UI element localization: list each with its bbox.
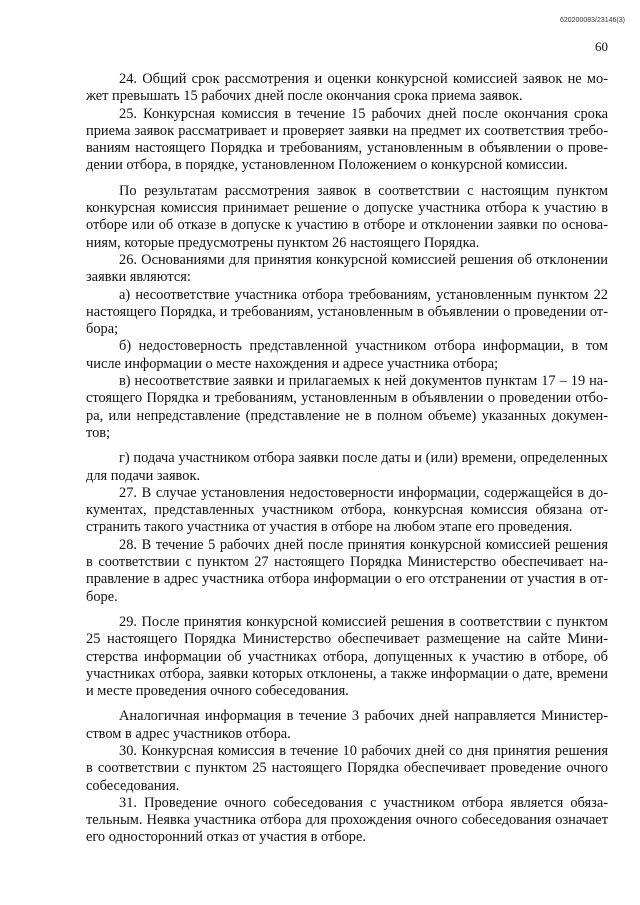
paragraph-29-followup: Аналогичная информация в течение 3 рабочих дней направляется Министерством в адрес участников отбора.: [86, 708, 608, 742]
paragraph-25-results: По результатам рассмотрения заявок в соответствии с настоящим пунктом конкурсная комиссия принимает решение о допуске участника отбора к участию в отборе или об отказе в допуске к участию в отборе и отклонении заявки по основаниям, которые предусмотрены пунктом 26 настоящего Порядка.: [86, 182, 608, 251]
paragraph-26-a: а) несоответствие участника отбора требованиям, установленным пунктом 22 настоящего Порядка, и требованиям, установленным в объявлении о проведении отбора;: [86, 286, 608, 338]
document-body: [86, 71, 608, 847]
paragraph-25: 25. Конкурсная комиссия в течение 15 рабочих дней после окончания срока приема заявок рассматривает и проверяет заявки на предмет их соответствия требованиям настоящего Порядка и требованиям, установленным в объявлении о проведении отбора, в порядке, установленном Положением о конкурсной комиссии.: [86, 105, 608, 174]
paragraph-26-b: б) недостоверность представленной участником отбора информации, в том числе информации о месте нахождения и адресе участника отбора;: [86, 338, 608, 372]
paragraph-31: 31. Проведение очного собеседования с участником отбора является обязательным. Неявка участника отбора для прохождения очного собеседования означает его односторонний отказ от участия в отборе.: [86, 794, 608, 846]
paragraph-27: 27. В случае установления недостоверности информации, содержащейся в документах, представленных участником отбора, конкурсная комиссия обязана отстранить такого участника от участия в отборе на любом этапе его проведения.: [86, 484, 608, 536]
paragraph-30: 30. Конкурсная комиссия в течение 10 рабочих дней со дня принятия решения в соответствии с пунктом 25 настоящего Порядка обеспечивает проведение очного собеседования.: [86, 742, 608, 794]
paragraph-29: 29. После принятия конкурсной комиссией решения в соответствии с пунктом 25 настоящего Порядка Министерство обеспечивает размещение на сайте Министерства информации об участниках отбора, допущенных к участию в отборе, об участниках отбора, заявки которых отклонены, а также информации о дате, времени и месте проведения очного собеседования.: [86, 613, 608, 700]
page-number: 60: [595, 39, 608, 54]
paragraph-28: 28. В течение 5 рабочих дней после принятия конкурсной комиссией решения в соответствии с пунктом 27 настоящего Порядка Министерство обеспечивает направление в адрес участника отбора информации о его отстранении от участия в отборе.: [86, 536, 608, 605]
paragraph-26-v: в) несоответствие заявки и прилагаемых к ней документов пунктам 17 – 19 настоящего Порядка и требованиям, установленным в объявлении о проведении отбора, или непредставление (представление не в полном объеме) указанных документов;: [86, 373, 608, 441]
paragraph-26: 26. Основаниями для принятия конкурсной комиссией решения об отклонении заявки являются:: [86, 251, 608, 286]
paragraph-24: 24. Общий срок рассмотрения и оценки конкурсной комиссией заявок не может превышать 15 рабочих дней после окончания срока приема заявок.: [86, 71, 608, 105]
paragraph-26-g: г) подача участником отбора заявки после даты и (или) времени, определенных для подачи заявок.: [86, 450, 608, 484]
document-id: 620200083/23146(3): [559, 17, 625, 24]
